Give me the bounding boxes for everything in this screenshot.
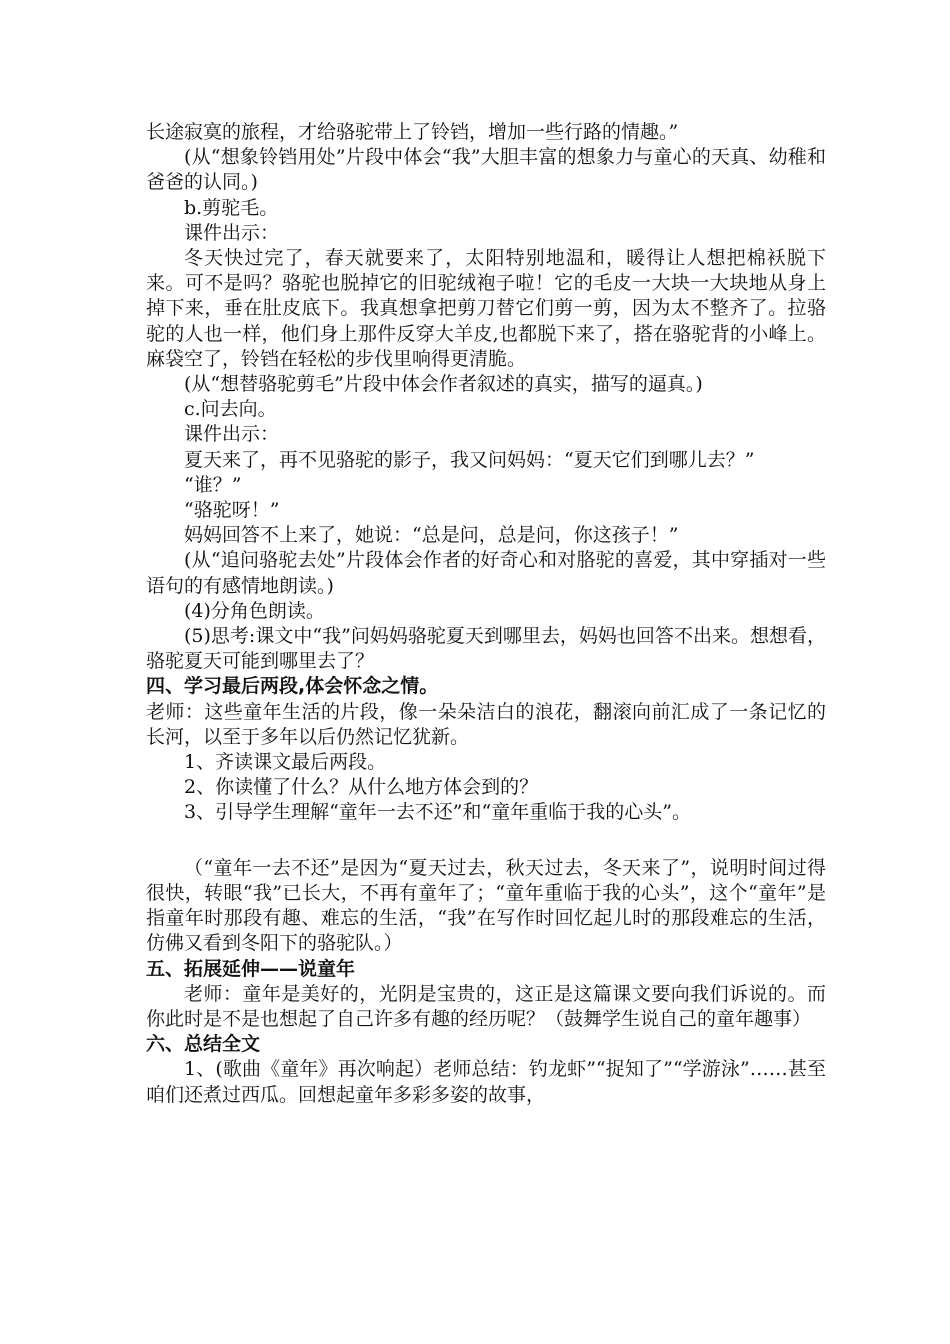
teacher-paragraph: 老师：童年是美好的，光阴是宝贵的，这正是这篇课文要向我们诉说的。而你此时是不是也想起了自己许多有趣的经历呢？（鼓舞学生说自己的童年趣事） [146,982,826,1030]
dialogue-line: “谁？” [184,473,242,496]
quote-paragraph: 冬天快过完了，春天就要来了，太阳特别地温和，暖得让人想把棉袄脱下来。可不是吗？骆驼也脱掉它的旧驼绒袍子啦！它的毛皮一大块一大块地从身上掉下来，垂在肚皮底下。我真想拿把剪刀替它们剪一剪，因为太不整齐了。拉骆驼的人也一样，他们身上那件反穿大羊皮,也都脱下来了，搭在骆驼背的小峰上。麻袋空了，铃铛在轻松的步伐里响得更清脆。 [146,247,826,370]
quote-paragraph: 夏天来了，再不见骆驼的影子，我又问妈妈：“夏天它们到哪儿去？” [184,448,755,471]
step-item: 3、引导学生理解“童年一去不还”和“童年重临于我的心头”。 [184,801,691,824]
dialogue-line: “骆驼呀！” [184,499,280,522]
subsection-label: c.问去向。 [184,398,277,421]
annotation-paragraph: (从“想象铃铛用处”片段中体会“我”大胆丰富的想象力与童心的天真、幼稚和爸爸的认同。) [146,146,826,194]
teacher-paragraph: 老师：这些童年生活的片段，像一朵朵洁白的浪花，翻滚向前汇成了一条记忆的长河，以至于多年以后仍然记忆犹新。 [146,700,826,748]
document-page [146,120,826,1108]
annotation-paragraph: (从“追问骆驼去处”片段体会作者的好奇心和对胳驼的喜爱，其中穿插对一些语句的有感情地朗读。) [146,549,826,597]
dialogue-line: 妈妈回答不上来了，她说：“总是问，总是问，你这孩子！” [184,524,679,547]
section-heading: 四、学习最后两段,体会怀念之情。 [146,675,439,698]
step-item: 1、齐读课文最后两段。 [184,751,387,774]
section-heading: 五、拓展延伸——说童年 [146,957,356,980]
text-line: 长途寂寞的旅程，才给骆驼带上了铃铛，增加一些行路的情趣。” [146,121,679,143]
subsection-label: b.剪驼毛。 [184,196,279,219]
explanation-paragraph: （“童年一去不还”是因为“夏天过去，秋天过去，冬天来了”，说明时间过得很快，转眼“我”已长大，不再有童年了；“童年重临于我的心头”，这个“童年”是指童年时那段有趣、难忘的生活，“我”在写作时回忆起儿时的那段难忘的生活，仿佛又看到冬阳下的骆驼队。） [146,856,826,955]
step-item: (5)思考:课文中“我”问妈妈骆驼夏天到哪里去，妈妈也回答不出来。想想看，骆驼夏天可能到哪里去了？ [146,625,826,673]
annotation-paragraph: (从“想替骆驼剪毛”片段中体会作者叙述的真实，描写的逼真。) [184,373,703,396]
step-item: 2、你读懂了什么？从什么地方体会到的？ [184,776,539,799]
courseware-label: 课件出示： [184,423,280,446]
courseware-label: 课件出示： [184,221,280,244]
step-item: (4)分角色朗读。 [184,599,325,622]
blank-gap [146,826,826,856]
summary-paragraph: 1、(歌曲《童年》再次响起）老师总结：钓龙虾”“捉知了”“学游泳”……甚至咱们还煮过西瓜。回想起童年多彩多姿的故事， [146,1058,826,1106]
section-heading: 六、总结全文 [146,1033,261,1056]
